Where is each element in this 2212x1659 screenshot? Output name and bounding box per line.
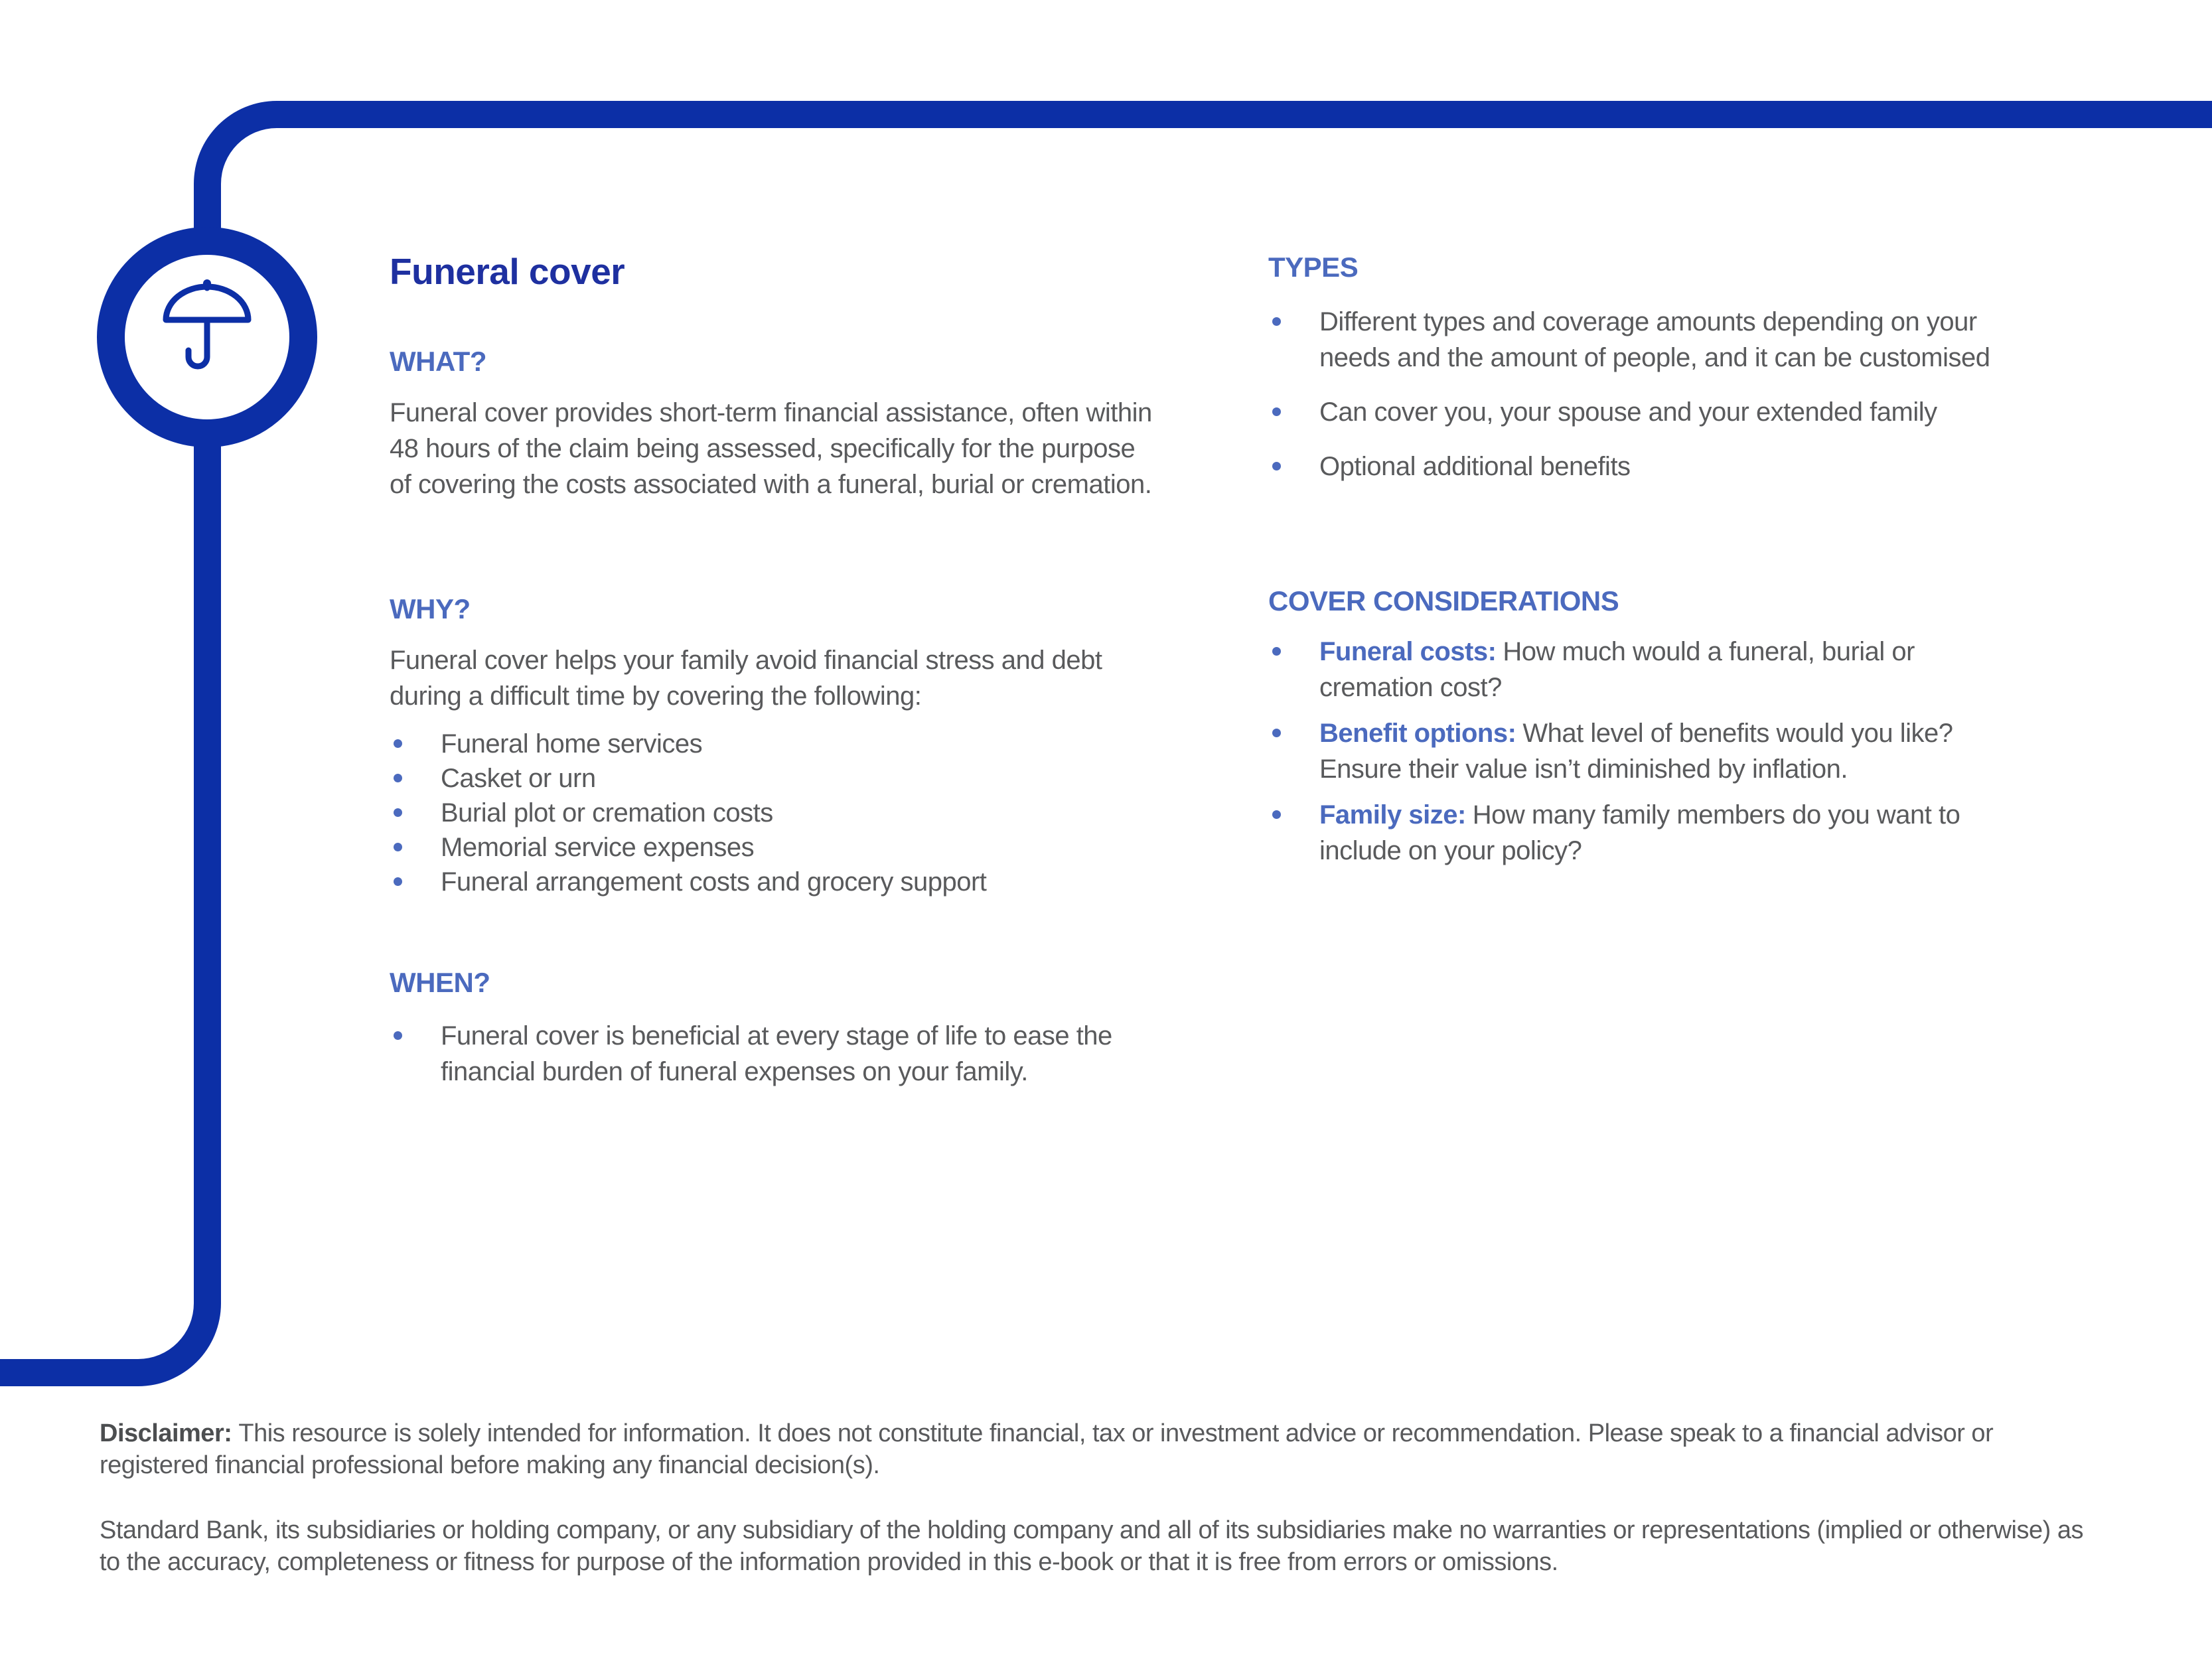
list-item bbox=[1268, 715, 2031, 787]
umbrella-icon bbox=[161, 277, 254, 384]
list-item bbox=[1268, 634, 2031, 705]
what-heading: WHAT? bbox=[390, 346, 486, 377]
list-item: Optional additional benefits bbox=[1268, 449, 2012, 484]
bullet-lead: Funeral costs: bbox=[1319, 637, 1497, 666]
why-bullet-list bbox=[390, 727, 1173, 899]
page-title: Funeral cover bbox=[390, 251, 625, 292]
types-heading: TYPES bbox=[1268, 252, 1359, 283]
cover-considerations-list bbox=[1268, 634, 2031, 869]
disclaimer-paragraph-1 bbox=[100, 1417, 2097, 1481]
bullet-lead: Benefit options: bbox=[1319, 719, 1516, 748]
bullet-text: How many family members do you want to include on your policy? bbox=[1319, 800, 1960, 865]
top-border-line bbox=[194, 101, 2212, 231]
list-item: Funeral arrangement costs and grocery support bbox=[390, 865, 1173, 899]
why-heading: WHY? bbox=[390, 593, 471, 624]
left-border-line bbox=[0, 446, 221, 1386]
bullet-text: What level of benefits would you like? Ensure their value isn’t diminished by inflation. bbox=[1319, 719, 1953, 784]
list-item: Funeral home services bbox=[390, 727, 1173, 761]
disclaimer-paragraph-2 bbox=[100, 1514, 2097, 1578]
list-item: Burial plot or cremation costs bbox=[390, 796, 1173, 830]
list-item bbox=[1268, 797, 2031, 869]
list-item: Memorial service expenses bbox=[390, 830, 1173, 865]
list-item: Funeral cover is beneficial at every stage of life to ease the financial burden of funeral expenses on your family. bbox=[390, 1018, 1193, 1090]
when-heading: WHEN? bbox=[390, 967, 490, 998]
disclaimer-text-2: Standard Bank, its subsidiaries or holding company, or any subsidiary of the holding company and all of its subsidiaries make no warranties or representations (implied or otherwise) as to the accuracy, completeness or fitness for purpose of the information provided in this e-book or that it is free from errors or omissions. bbox=[100, 1516, 2083, 1576]
cover-considerations-heading: COVER CONSIDERATIONS bbox=[1268, 585, 1619, 616]
types-bullet-list bbox=[1268, 304, 2012, 484]
list-item: Different types and coverage amounts depending on your needs and the amount of people, and it can be customised bbox=[1268, 304, 2012, 376]
what-paragraph: Funeral cover provides short-term financial assistance, often within 48 hours of the claim being assessed, specifically for the purpose of covering the costs associated with a funeral, burial or cremation. bbox=[390, 398, 1152, 499]
bullet-text: How much would a funeral, burial or cremation cost? bbox=[1319, 637, 1915, 702]
bullet-lead: Family size: bbox=[1319, 800, 1466, 830]
list-item: Casket or urn bbox=[390, 761, 1173, 796]
when-bullet-list bbox=[390, 1018, 1193, 1090]
list-item: Can cover you, your spouse and your extended family bbox=[1268, 394, 2012, 430]
disclaimer bbox=[100, 1417, 2097, 1578]
why-paragraph: Funeral cover helps your family avoid financial stress and debt during a difficult time by covering the following: bbox=[390, 646, 1102, 711]
disclaimer-lead: Disclaimer: bbox=[100, 1419, 232, 1447]
disclaimer-text-1: This resource is solely intended for information. It does not constitute financial, tax or investment advice or recommendation. Please speak to a financial advisor or registered financial professional before making any financial decision(s). bbox=[100, 1419, 1994, 1479]
